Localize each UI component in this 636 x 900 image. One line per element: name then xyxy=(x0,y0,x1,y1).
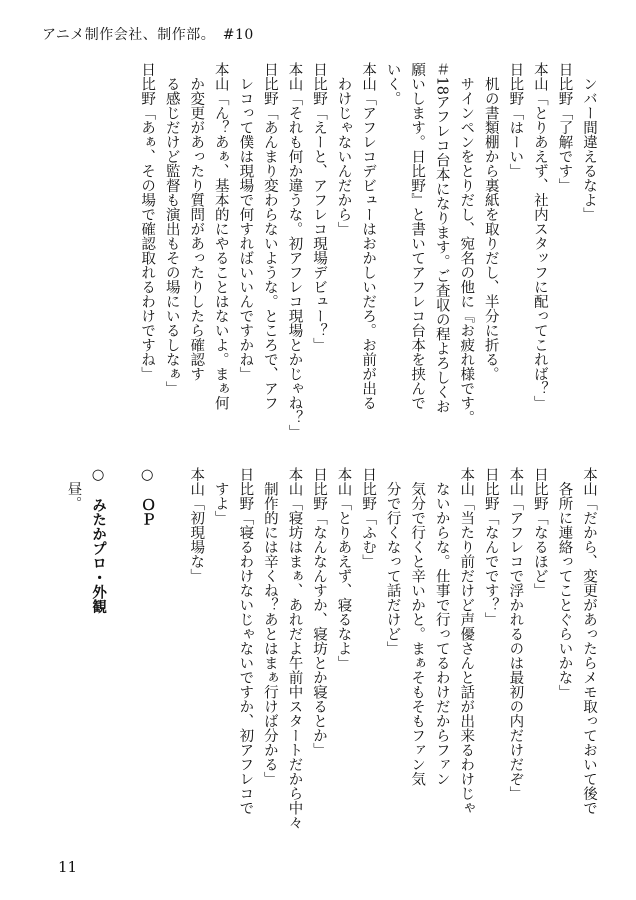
text-column: 日比野「あんまり変わらないような。ところで、アフ xyxy=(261,62,278,410)
text-column: 本山「ん？あぁ、基本的にやることはないよ。まぁ何 xyxy=(212,62,229,410)
text-column: 日比野「なんでです？」 xyxy=(482,467,499,627)
text-column: 日比野「なるほど」 xyxy=(531,467,548,598)
running-title: アニメ制作会社、制作部。 #10 xyxy=(42,27,254,43)
text-column: ＃18アフレコ台本になります。ご査収の程よろしくお xyxy=(433,62,450,414)
text-column: 本山「アフレコで浮かれるのは最初の内だけだぞ」 xyxy=(507,467,524,801)
text-column: ないからな。仕事で行ってるわけだからファン xyxy=(433,467,450,786)
text-column: 制作的には辛くね？あとはまぁ行けば分かる」 xyxy=(261,467,278,786)
text-column: 各所に連絡ってことぐらいかな」 xyxy=(556,467,573,699)
page-number: 11 xyxy=(58,858,78,876)
text-column: か変更があったり質問があったりしたら確認す xyxy=(188,62,205,381)
text-column: 昼。 xyxy=(65,467,82,511)
bottom-text-block xyxy=(60,467,600,845)
text-column: 願いします。日比野』と書いてアフレコ台本を挟んで xyxy=(409,62,426,410)
text-column: る感じだけど監督も演出もその場にいるしなぁ」 xyxy=(163,62,180,396)
text-column: わけじゃないんだから」 xyxy=(335,62,352,236)
text-column: 本山「初現場な」 xyxy=(188,467,205,583)
text-column: 日比野「了解です」 xyxy=(556,62,573,193)
text-column: 本山「アフレコデビューはおかしいだろ。お前が出る xyxy=(360,62,377,410)
scene-heading: ○ ＯＰ xyxy=(139,467,156,527)
text-column: 机の書類棚から裏紙を取りだし、半分に折る。 xyxy=(482,62,499,381)
text-column: 本山「寝坊はまぁ、あれだよ午前中スタートだから中々 xyxy=(286,467,303,830)
text-column: レコって僕は現場で何すればいいんですかね」 xyxy=(237,62,254,381)
text-column: 本山「それも何か違うな。初アフレコ現場とかじゃね？」 xyxy=(286,62,303,439)
text-column: ンバー間違えるなよ」 xyxy=(580,62,597,222)
text-column: 日比野「ふむ」 xyxy=(360,467,377,569)
text-column: 分で行くなって話だけど」 xyxy=(384,467,401,656)
text-column: 気分で行くと辛いかと。まぁそもそもファン気 xyxy=(409,467,426,786)
text-column: 日比野「あぁ、その場で確認取れるわけですね」 xyxy=(139,62,156,381)
text-column: 本山「とりあえず、社内スタッフに配ってこれば？」 xyxy=(531,62,548,410)
text-column: 日比野「なんなんすか、寝坊とか寝るとか」 xyxy=(310,467,327,757)
text-column: 本山「だから、変更があったらメモ取っておいて後で xyxy=(580,467,597,815)
scene-heading: ○ みたかプロ・外観 xyxy=(90,467,107,614)
text-column: 本山「当たり前だけど声優さんと話が出来るわけじゃ xyxy=(458,467,475,815)
text-column: 日比野「えーと、アフレコ現場デビュー？」 xyxy=(310,62,327,352)
text-column: サインペンをとりだし、宛名の他に『お疲れ様です。 xyxy=(458,62,475,425)
text-column: 本山「とりあえず、寝るなよ」 xyxy=(335,467,352,670)
text-column: 日比野「はーい」 xyxy=(507,62,524,178)
text-column: 日比野「寝るわけないじゃないですか、初アフレコで xyxy=(237,467,254,815)
top-text-block xyxy=(60,62,600,439)
text-column: いく。 xyxy=(384,62,401,106)
text-column: すよ」 xyxy=(212,467,229,525)
